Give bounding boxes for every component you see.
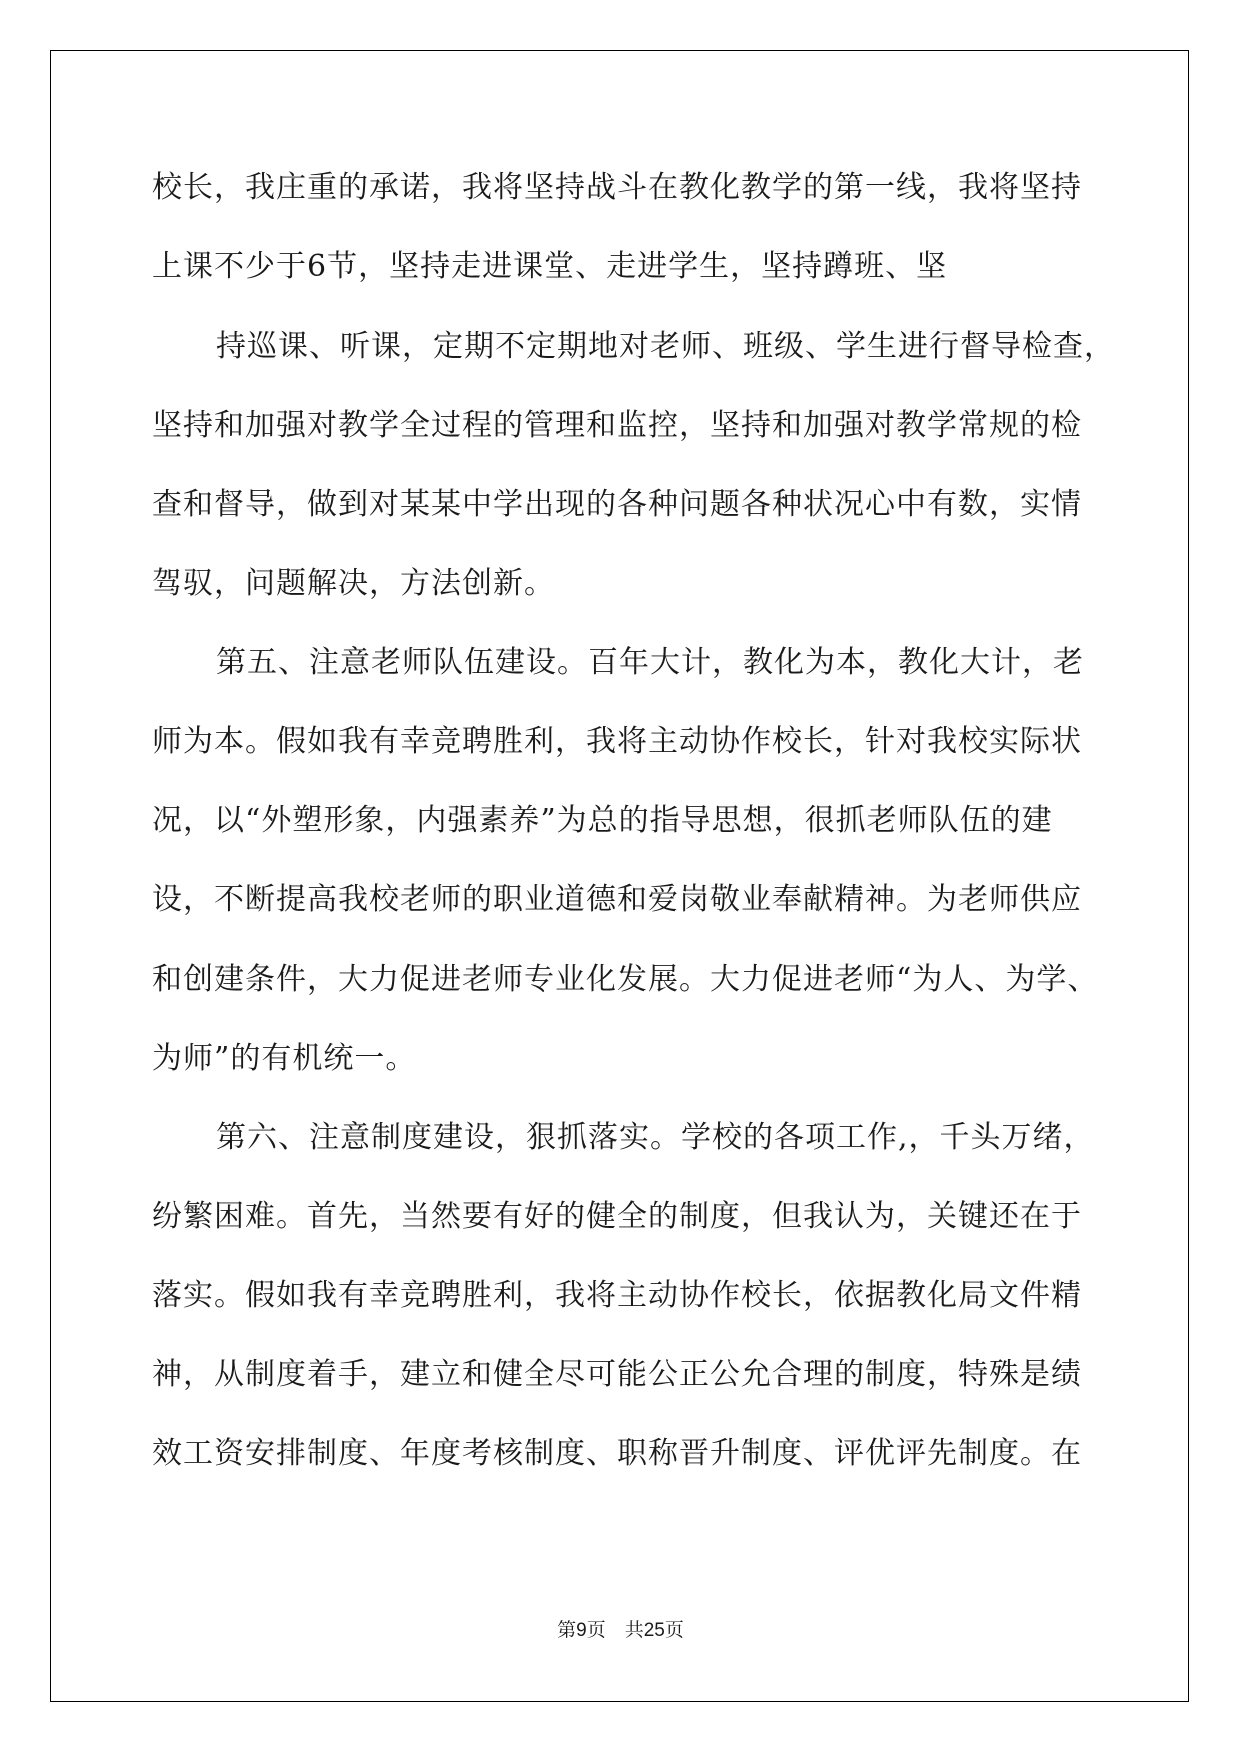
footer-prefix: 第	[557, 1619, 577, 1641]
text-line: 校长，我庄重的承诺，我将坚持战斗在教化教学的第一线，我将坚持	[152, 170, 1082, 205]
text-line: 师为本。假如我有幸竞聘胜利，我将主动协作校长，针对我校实际状	[152, 724, 1082, 759]
footer-mid: 页 共	[586, 1619, 644, 1641]
text-line: 落实。假如我有幸竞聘胜利，我将主动协作校长，依据教化局文件精	[152, 1278, 1082, 1313]
text-line: 况，以“外塑形象，内强素养”为总的指导思想，很抓老师队伍的建	[152, 803, 1053, 838]
total-pages-number: 25	[643, 1620, 665, 1641]
text-line: 效工资安排制度、年度考核制度、职称晋升制度、评优评先制度。在	[152, 1436, 1082, 1471]
text-line: 设，不断提高我校老师的职业道德和爱岗敬业奉献精神。为老师供应	[152, 882, 1082, 917]
text-line: 查和督导，做到对某某中学出现的各种问题各种状况心中有数，实情	[152, 487, 1082, 522]
text-line: 上课不少于6节，坚持走进课堂、走进学生，坚持蹲班、坚	[152, 249, 948, 284]
text-line: 纷繁困难。首先，当然要有好的健全的制度，但我认为，关键还在于	[152, 1199, 1082, 1234]
text-line: 驾驭，问题解决，方法创新。	[152, 566, 555, 601]
footer-suffix: 页	[664, 1619, 684, 1641]
text-line: 坚持和加强对教学全过程的管理和监控，坚持和加强对教学常规的检	[152, 408, 1082, 443]
text-line: 持巡课、听课，定期不定期地对老师、班级、学生进行督导检查，	[216, 329, 1115, 364]
current-page-number: 9	[576, 1620, 587, 1641]
page-footer	[0, 1618, 1241, 1643]
text-line: 和创建条件，大力促进老师专业化发展。大力促进老师“为人、为学、	[152, 962, 1099, 997]
text-line: 为师”的有机统一。	[152, 1041, 417, 1076]
text-line: 第五、注意老师队伍建设。百年大计，教化为本，教化大计，老	[216, 645, 1084, 680]
text-line: 神，从制度着手，建立和健全尽可能公正公允合理的制度，特殊是绩	[152, 1357, 1082, 1392]
text-line: 第六、注意制度建设，狠抓落实。学校的各项工作,，千头万绪，	[216, 1120, 1095, 1155]
